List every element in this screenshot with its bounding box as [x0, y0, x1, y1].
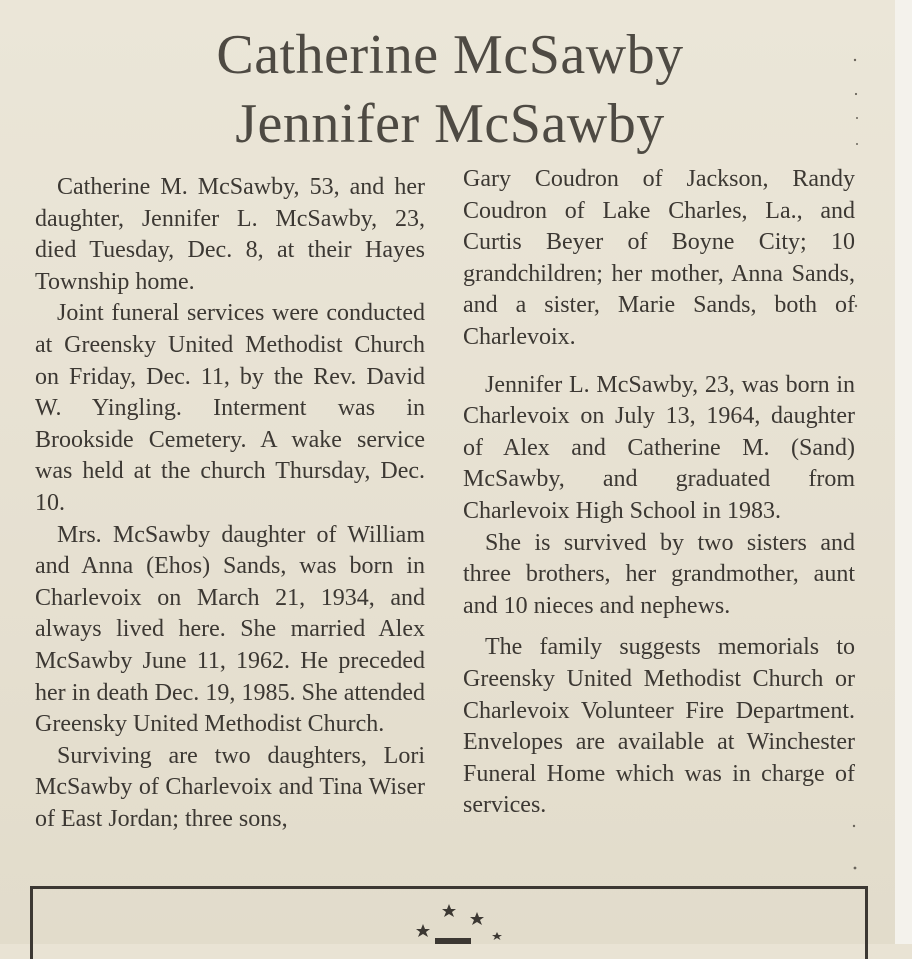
jennifer-survivors-paragraph: She is survived by two sisters and three brothers, her grandmother, aunt and 10 nieces and nephews. — [463, 529, 855, 619]
catherine-bio-paragraph: Mrs. McSawby daughter of William and Anna (Ehos) Sands, was born in Charlevoix on March 21, 1934, and always lived here. She married Alex McSawby June 11, 1962. He preceded her in death Dec. 19, 1985. She attended Greensky United Methodist Church. — [35, 521, 425, 738]
headline-name-2: Jennifer McSawby — [235, 93, 665, 155]
jennifer-bio-paragraph: Jennifer L. McSawby, 23, was born in Charlevoix on July 13, 1964, daughter of Alex and Catherine M. (Sand) McSawby, and graduated from Charlevoix High School in 1983. — [463, 371, 855, 524]
paper-specks — [840, 50, 870, 930]
right-column — [463, 164, 855, 822]
star-icon — [405, 898, 505, 944]
survivors-continuation-paragraph: Gary Coudron of Jackson, Randy Coudron of Lake Charles, La., and Curtis Beyer of Boyne City; 10 grandchildren; her mother, Anna Sands, and a sister, Marie Sands, both of Charlevoix. — [463, 166, 855, 350]
left-column — [35, 172, 425, 835]
survivors-paragraph: Surviving are two daughters, Lori McSawby of Charlevoix and Tina Wiser of East Jordan; three sons, — [35, 742, 425, 832]
funeral-services-paragraph: Joint funeral services were conducted at Greensky United Methodist Church on Friday, Dec. 11, by the Rev. David W. Yingling. Interment was in Brookside Cemetery. A wake service was held at the church Thursday, Dec. 10. — [35, 300, 425, 516]
headline-name-1: Catherine McSawby — [216, 24, 684, 86]
memorials-paragraph: The family suggests memorials to Greensky United Methodist Church or Charlevoix Volunteer Fire Department. Envelopes are available at Winchester Funeral Home which was in charge of services. — [463, 634, 855, 819]
obituary-intro-paragraph: Catherine M. McSawby, 53, and her daughter, Jennifer L. McSawby, 23, died Tuesday, Dec. 8, at their Hayes Township home. — [35, 174, 425, 295]
